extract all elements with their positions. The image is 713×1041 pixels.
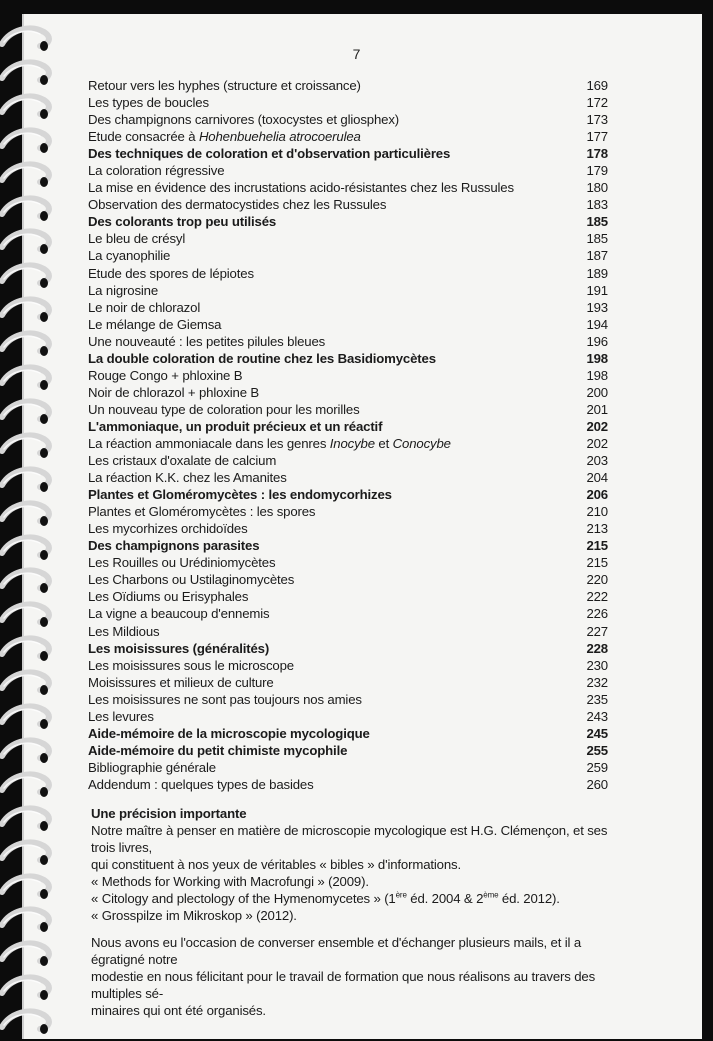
toc-entry	[88, 350, 608, 367]
note-line: qui constituent à nos yeux de véritables « bibles » d'informations.	[91, 857, 461, 872]
toc-entry-title: Plantes et Gloméromycètes : les endomycorhizes	[88, 487, 392, 503]
toc-entry	[88, 452, 608, 469]
toc-entry-page: 187	[586, 248, 608, 264]
toc-entry-title: Un nouveau type de coloration pour les morilles	[88, 401, 360, 417]
toc-entry-page: 245	[586, 725, 608, 741]
toc-entry	[88, 605, 608, 622]
binding-ring	[0, 395, 54, 431]
toc-entry-title: La double coloration de routine chez les Basidiomycètes	[88, 350, 436, 366]
binding-ring	[0, 429, 54, 465]
toc-entry-page: 235	[586, 691, 608, 707]
toc-entry	[88, 145, 608, 162]
toc-entry	[88, 571, 608, 588]
toc-entry-text: La réaction ammoniacale dans les genres	[88, 435, 330, 451]
toc-entry	[88, 77, 608, 94]
toc-entry-page: 191	[586, 282, 608, 298]
toc-entry	[88, 282, 608, 299]
toc-entry-title: La cyanophilie	[88, 248, 171, 264]
binding-ring	[0, 632, 54, 668]
toc-entry-title: Les mycorhizes orchidoïdes	[88, 521, 248, 537]
toc-entry	[88, 742, 608, 759]
binding-ring	[0, 192, 54, 228]
toc-entry-page: 210	[586, 504, 608, 520]
toc-entry	[88, 384, 608, 401]
toc-entry-page: 183	[586, 197, 608, 213]
page-number: 7	[352, 46, 361, 62]
toc-entry-page: 243	[586, 708, 608, 724]
toc-entry-page: 203	[586, 453, 608, 469]
toc-entry	[88, 299, 608, 316]
binding-ring	[0, 802, 54, 838]
book-reference: « Grosspilze im Mikroskop » (2012).	[91, 908, 297, 923]
toc-entry-title: Le bleu de crésyl	[88, 231, 186, 247]
toc-entry-title: Retour vers les hyphes (structure et croissance)	[88, 78, 361, 93]
important-note	[91, 805, 631, 1019]
toc-entry-page: 201	[586, 401, 608, 417]
toc-entry-title	[88, 435, 451, 452]
toc-entry	[88, 367, 608, 384]
binding-ring	[0, 531, 54, 567]
toc-entry	[88, 588, 608, 605]
toc-entry-title: La mise en évidence des incrustations acido-résistantes chez les Russules	[88, 180, 514, 196]
binding-ring	[0, 598, 54, 634]
toc-entry-title: Une nouveauté : les petites pilules bleues	[88, 333, 326, 349]
toc-entry-page: 215	[586, 555, 608, 571]
toc-entry-title: Les Oïdiums ou Erisyphales	[88, 589, 249, 605]
toc-entry-title: Les moisissures sous le microscope	[88, 657, 294, 673]
toc-entry-title: Les levures	[88, 708, 154, 724]
toc-entry	[88, 674, 608, 691]
toc-entry-title: Des champignons carnivores (toxocystes et gliosphex)	[88, 112, 400, 128]
toc-entry-page: 189	[586, 265, 608, 281]
toc-entry-title: L'ammoniaque, un produit précieux et un réactif	[88, 418, 383, 434]
toc-entry	[88, 776, 608, 793]
toc-entry-title: Le noir de chlorazol	[88, 299, 201, 315]
toc-entry-page: 185	[586, 231, 608, 247]
toc-entry	[88, 623, 608, 640]
toc-entry-page: 172	[586, 95, 608, 111]
toc-entry-title: La coloration régressive	[88, 163, 225, 179]
toc-entry-page: 180	[586, 180, 608, 196]
toc-entry-italic: Conocybe	[392, 435, 451, 451]
toc-entry	[88, 247, 608, 264]
toc-entry	[88, 111, 608, 128]
toc-entry-page: 232	[586, 674, 608, 690]
toc-entry-page: 222	[586, 589, 608, 605]
binding-ring	[0, 937, 54, 973]
toc-entry-page: 179	[586, 163, 608, 179]
toc-entry	[88, 657, 608, 674]
toc-entry-page: 228	[586, 640, 608, 656]
toc-entry-page: 204	[586, 470, 608, 486]
toc-entry	[88, 265, 608, 282]
toc-entry-page: 185	[586, 214, 608, 230]
toc-entry-title: Observation des dermatocystides chez les Russules	[88, 197, 387, 213]
toc-entry-italic: Inocybe	[329, 435, 375, 451]
toc-entry-title: Aide-mémoire du petit chimiste mycophile	[88, 742, 348, 758]
note-line: modestie en nous félicitant pour le travail de formation que nous réalisons au travers des multiples sé-	[91, 969, 596, 1001]
toc-entry-title: La réaction K.K. chez les Amanites	[88, 470, 287, 486]
binding-ring	[0, 225, 54, 261]
toc-entry-page: 194	[586, 316, 608, 332]
toc-entry-page: 206	[586, 487, 608, 503]
table-of-contents	[88, 77, 608, 793]
binding-ring	[0, 259, 54, 295]
toc-entry-page: 193	[586, 299, 608, 315]
book-reference: « Methods for Working with Macrofungi » (2009).	[91, 874, 369, 889]
toc-entry-page: 173	[586, 112, 608, 128]
binding-ring	[0, 361, 54, 397]
binding-ring	[0, 666, 54, 702]
toc-entry-page: 227	[586, 623, 608, 639]
toc-entry-page: 198	[586, 350, 608, 366]
binding-ring	[0, 870, 54, 906]
binding-ring	[0, 90, 54, 126]
toc-entry-title: Les Rouilles ou Urédiniomycètes	[88, 555, 276, 571]
toc-entry	[88, 435, 608, 452]
toc-entry	[88, 401, 608, 418]
toc-entry-title: Addendum : quelques types de basides	[88, 776, 314, 792]
toc-entry-title: Rouge Congo + phloxine B	[88, 367, 243, 383]
toc-entry	[88, 537, 608, 554]
note-line: Nous avons eu l'occasion de converser ensemble et d'échanger plusieurs mails, et il a égratigné notre	[91, 935, 582, 967]
binding-ring	[0, 700, 54, 736]
note-line: Notre maître à penser en matière de microscopie mycologique est H.G. Clémençon, et ses trois livres,	[91, 823, 608, 855]
binding-ring	[0, 463, 54, 499]
toc-entry-page: 215	[586, 538, 608, 554]
binding-ring	[0, 124, 54, 160]
toc-entry	[88, 691, 608, 708]
toc-entry	[88, 333, 608, 350]
toc-entry-title: Aide-mémoire de la microscopie mycologique	[88, 725, 370, 741]
binding-ring	[0, 734, 54, 770]
toc-entry-page: 213	[586, 521, 608, 537]
toc-entry-page: 200	[586, 384, 608, 400]
binding-ring	[0, 158, 54, 194]
spiral-binding	[0, 0, 60, 1039]
toc-entry-title: Etude des spores de lépiotes	[88, 265, 254, 281]
toc-entry-page: 259	[586, 759, 608, 775]
toc-entry	[88, 94, 608, 111]
toc-entry-title: Bibliographie générale	[88, 759, 216, 775]
toc-entry-title: Les types de boucles	[88, 95, 209, 111]
toc-entry	[88, 469, 608, 486]
toc-entry	[88, 520, 608, 537]
toc-entry-page: 220	[586, 572, 608, 588]
toc-entry-title: Noir de chlorazol + phloxine B	[88, 384, 260, 400]
toc-entry-title: Les Mildious	[88, 623, 160, 639]
binding-ring	[0, 327, 54, 363]
toc-entry-title: Des techniques de coloration et d'observation particulières	[88, 146, 451, 162]
binding-ring	[0, 564, 54, 600]
toc-entry-title: Les moisissures ne sont pas toujours nos amies	[88, 691, 362, 707]
toc-entry-page: 202	[586, 435, 608, 451]
toc-entry-text: Etude consacrée à	[88, 129, 199, 145]
toc-entry-page: 260	[586, 776, 608, 792]
toc-entry-title: Moisissures et milieux de culture	[88, 674, 274, 690]
toc-entry-title: Les moisissures (généralités)	[88, 640, 270, 656]
toc-entry-title: Plantes et Gloméromycètes : les spores	[88, 504, 316, 520]
toc-entry-title: Les cristaux d'oxalate de calcium	[88, 453, 277, 469]
binding-ring	[0, 903, 54, 939]
toc-entry-page: 198	[586, 367, 608, 383]
book-reference: « Citology and plectology of the Hymenomycetes » (1ère éd. 2004 & 2ème éd. 2012).	[91, 890, 560, 906]
toc-entry-text: et	[374, 435, 393, 451]
toc-entry	[88, 162, 608, 179]
toc-entry-page: 226	[586, 606, 608, 622]
note-line: minaires qui ont été organisés.	[91, 1003, 266, 1018]
toc-entry	[88, 213, 608, 230]
toc-entry-italic: Hohenbuehelia atrocoerulea	[198, 129, 361, 145]
binding-ring	[0, 497, 54, 533]
toc-entry	[88, 316, 608, 333]
toc-entry-page: 196	[586, 333, 608, 349]
toc-entry-title: Des colorants trop peu utilisés	[88, 214, 277, 230]
toc-entry-title: Des champignons parasites	[88, 538, 260, 554]
toc-entry	[88, 486, 608, 503]
toc-entry-title: Les Charbons ou Ustilaginomycètes	[88, 572, 295, 588]
toc-entry	[88, 230, 608, 247]
binding-ring	[0, 768, 54, 804]
toc-entry	[88, 418, 608, 435]
binding-ring	[0, 836, 54, 872]
toc-entry	[88, 179, 608, 196]
toc-entry-title: La vigne a beaucoup d'ennemis	[88, 606, 270, 622]
toc-entry	[88, 759, 608, 776]
toc-entry	[88, 708, 608, 725]
toc-entry-title	[88, 128, 361, 145]
toc-entry	[88, 554, 608, 571]
toc-entry-page: 169	[586, 78, 608, 93]
toc-entry	[88, 196, 608, 213]
binding-ring	[0, 1005, 54, 1041]
toc-entry	[88, 725, 608, 742]
toc-entry	[88, 640, 608, 657]
toc-entry-page: 178	[586, 146, 608, 162]
toc-entry-page: 202	[586, 418, 608, 434]
toc-entry-title: Le mélange de Giemsa	[88, 316, 222, 332]
binding-ring	[0, 971, 54, 1007]
toc-entry-page: 255	[586, 742, 608, 758]
toc-entry-title: La nigrosine	[88, 282, 159, 298]
toc-entry	[88, 503, 608, 520]
note-heading: Une précision importante	[91, 806, 247, 821]
binding-ring	[0, 293, 54, 329]
toc-entry	[88, 128, 608, 145]
toc-entry-page: 230	[586, 657, 608, 673]
toc-entry-page: 177	[586, 129, 608, 145]
